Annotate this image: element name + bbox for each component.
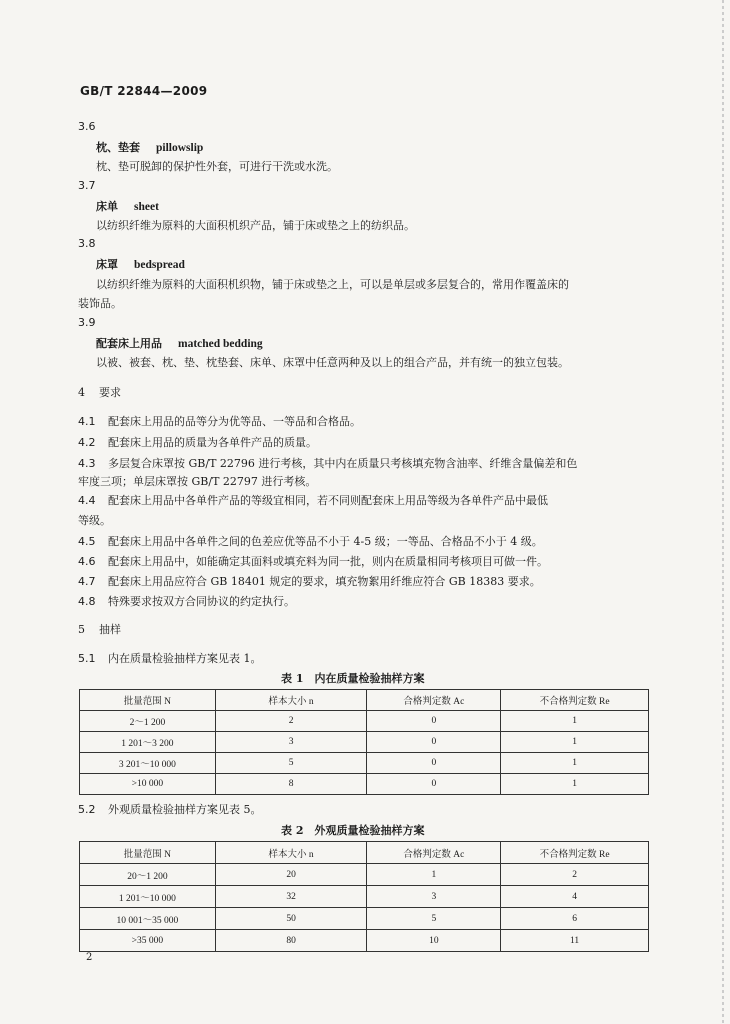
table-header-row bbox=[80, 690, 649, 711]
column-header: 样本大小 n bbox=[215, 690, 367, 711]
term-zh: 配套床上用品 bbox=[96, 337, 162, 350]
column-header: 不合格判定数 Re bbox=[501, 690, 649, 711]
table-row bbox=[80, 711, 649, 732]
clause bbox=[78, 573, 541, 589]
clause-number: 4.1 bbox=[78, 415, 96, 428]
clause bbox=[78, 593, 295, 609]
table-cell: 3 bbox=[215, 732, 367, 753]
sampling-table-2 bbox=[79, 841, 649, 952]
table-cell: >35 000 bbox=[80, 930, 216, 952]
table-cell: 4 bbox=[501, 886, 649, 908]
column-header: 样本大小 n bbox=[215, 842, 367, 864]
table-cell: 32 bbox=[215, 886, 367, 908]
table-cell: 20～1 200 bbox=[80, 864, 216, 886]
table-cell: 8 bbox=[215, 774, 367, 795]
clause bbox=[78, 413, 361, 429]
table-row bbox=[80, 753, 649, 774]
clause bbox=[78, 533, 543, 549]
term-number: 3.6 bbox=[78, 120, 96, 133]
column-header: 合格判定数 Ac bbox=[367, 690, 501, 711]
table-row bbox=[80, 908, 649, 930]
clause-text: 配套床上用品应符合 GB 18401 规定的要求，填充物絮用纤维应符合 GB 18383 要求。 bbox=[108, 575, 541, 588]
table-row bbox=[80, 886, 649, 908]
term-definition-cont: 装饰品。 bbox=[78, 297, 122, 310]
term-heading bbox=[96, 139, 203, 155]
scan-edge bbox=[722, 0, 724, 1024]
column-header: 批量范围 N bbox=[80, 690, 216, 711]
clause bbox=[78, 801, 262, 817]
table-cell: 2 bbox=[501, 864, 649, 886]
table-cell: 0 bbox=[367, 774, 501, 795]
table-cell: 3 201～10 000 bbox=[80, 753, 216, 774]
clause-number: 5.2 bbox=[78, 803, 96, 816]
table-cell: 0 bbox=[367, 753, 501, 774]
section-number: 5 bbox=[78, 623, 85, 636]
table-cell: 3 bbox=[367, 886, 501, 908]
table-row bbox=[80, 774, 649, 795]
clause-number: 4.7 bbox=[78, 575, 96, 588]
clause-text: 外观质量检验抽样方案见表 5。 bbox=[108, 803, 262, 816]
clause-text: 配套床上用品的品等分为优等品、一等品和合格品。 bbox=[108, 415, 361, 428]
term-en: pillowslip bbox=[156, 142, 204, 154]
table-row bbox=[80, 930, 649, 952]
table-cell: 20 bbox=[215, 864, 367, 886]
table-cell: >10 000 bbox=[80, 774, 216, 795]
table-header-row bbox=[80, 842, 649, 864]
term-number: 3.8 bbox=[78, 237, 96, 250]
sampling-table-1 bbox=[79, 689, 649, 795]
clause-number: 4.6 bbox=[78, 555, 96, 568]
clause-text: 配套床上用品中各单件产品的等级宜相同，若不同则配套床上用品等级为各单件产品中最低 bbox=[108, 494, 548, 507]
table-cell: 1 bbox=[501, 753, 649, 774]
clause bbox=[78, 650, 262, 666]
table-cell: 80 bbox=[215, 930, 367, 952]
clause bbox=[78, 553, 548, 569]
page-number: 2 bbox=[86, 952, 93, 963]
term-number: 3.7 bbox=[78, 179, 96, 192]
table-cell: 10 001～35 000 bbox=[80, 908, 216, 930]
section-number: 4 bbox=[78, 386, 85, 399]
clause-text: 多层复合床罩按 GB/T 22796 进行考核，其中内在质量只考核填充物含油率、纤维含量偏差和色 bbox=[108, 457, 578, 470]
table-cell: 1 201～10 000 bbox=[80, 886, 216, 908]
table-cell: 0 bbox=[367, 711, 501, 732]
term-en: bedspread bbox=[134, 259, 185, 271]
table-row bbox=[80, 732, 649, 753]
clause-number: 5.1 bbox=[78, 652, 96, 665]
clause-number: 4.4 bbox=[78, 494, 96, 507]
section-heading bbox=[78, 621, 121, 637]
table-cell: 0 bbox=[367, 732, 501, 753]
term-zh: 床单 bbox=[96, 200, 118, 213]
term-zh: 枕、垫套 bbox=[96, 141, 140, 154]
term-definition: 以纺织纤维为原料的大面积机织物，铺于床或垫之上，可以是单层或多层复合的，常用作覆盖床的 bbox=[96, 278, 569, 291]
table-cell: 5 bbox=[215, 753, 367, 774]
table-cell: 1 bbox=[501, 774, 649, 795]
clause-continuation: 等级。 bbox=[78, 514, 111, 527]
term-heading bbox=[96, 256, 185, 272]
clause-text: 内在质量检验抽样方案见表 1。 bbox=[108, 652, 262, 665]
clause bbox=[78, 455, 577, 471]
clause bbox=[78, 492, 548, 508]
term-definition: 以纺织纤维为原料的大面积机织产品，铺于床或垫之上的纺织品。 bbox=[96, 219, 415, 232]
term-definition: 枕、垫可脱卸的保护性外套，可进行干洗或水洗。 bbox=[96, 160, 338, 173]
table-cell: 1 bbox=[501, 711, 649, 732]
column-header: 合格判定数 Ac bbox=[367, 842, 501, 864]
term-heading bbox=[96, 335, 263, 351]
table-cell: 1 201～3 200 bbox=[80, 732, 216, 753]
table-cell: 6 bbox=[501, 908, 649, 930]
clause-number: 4.2 bbox=[78, 436, 96, 449]
clause-text: 配套床上用品中，如能确定其面料或填充料为同一批，则内在质量相同考核项目可做一件。 bbox=[108, 555, 548, 568]
clause-continuation: 牢度三项；单层床罩按 GB/T 22797 进行考核。 bbox=[78, 475, 317, 488]
table-cell: 2 bbox=[215, 711, 367, 732]
clause-number: 4.3 bbox=[78, 457, 96, 470]
standard-header: GB/T 22844—2009 bbox=[80, 84, 208, 98]
table-caption: 表 1 内在质量检验抽样方案 bbox=[281, 672, 425, 685]
table-cell: 2～1 200 bbox=[80, 711, 216, 732]
table-cell: 1 bbox=[501, 732, 649, 753]
clause-number: 4.8 bbox=[78, 595, 96, 608]
term-en: matched bedding bbox=[178, 338, 263, 350]
clause bbox=[78, 434, 317, 450]
table-row bbox=[80, 864, 649, 886]
section-title: 要求 bbox=[99, 386, 121, 399]
clause-text: 特殊要求按双方合同协议的约定执行。 bbox=[108, 595, 295, 608]
column-header: 不合格判定数 Re bbox=[501, 842, 649, 864]
table-caption: 表 2 外观质量检验抽样方案 bbox=[281, 824, 425, 837]
term-zh: 床罩 bbox=[96, 258, 118, 271]
section-title: 抽样 bbox=[99, 623, 121, 636]
term-definition: 以被、被套、枕、垫、枕垫套、床单、床罩中任意两种及以上的组合产品，并有统一的独立包装。 bbox=[96, 356, 569, 369]
clause-text: 配套床上用品的质量为各单件产品的质量。 bbox=[108, 436, 317, 449]
clause-text: 配套床上用品中各单件之间的色差应优等品不小于 4-5 级；一等品、合格品不小于 4 级。 bbox=[108, 535, 543, 548]
term-number: 3.9 bbox=[78, 316, 96, 329]
table-cell: 1 bbox=[367, 864, 501, 886]
term-heading bbox=[96, 198, 159, 214]
table-cell: 11 bbox=[501, 930, 649, 952]
table-cell: 5 bbox=[367, 908, 501, 930]
column-header: 批量范围 N bbox=[80, 842, 216, 864]
section-heading bbox=[78, 384, 121, 400]
table-cell: 50 bbox=[215, 908, 367, 930]
table-cell: 10 bbox=[367, 930, 501, 952]
term-en: sheet bbox=[134, 201, 159, 213]
clause-number: 4.5 bbox=[78, 535, 96, 548]
